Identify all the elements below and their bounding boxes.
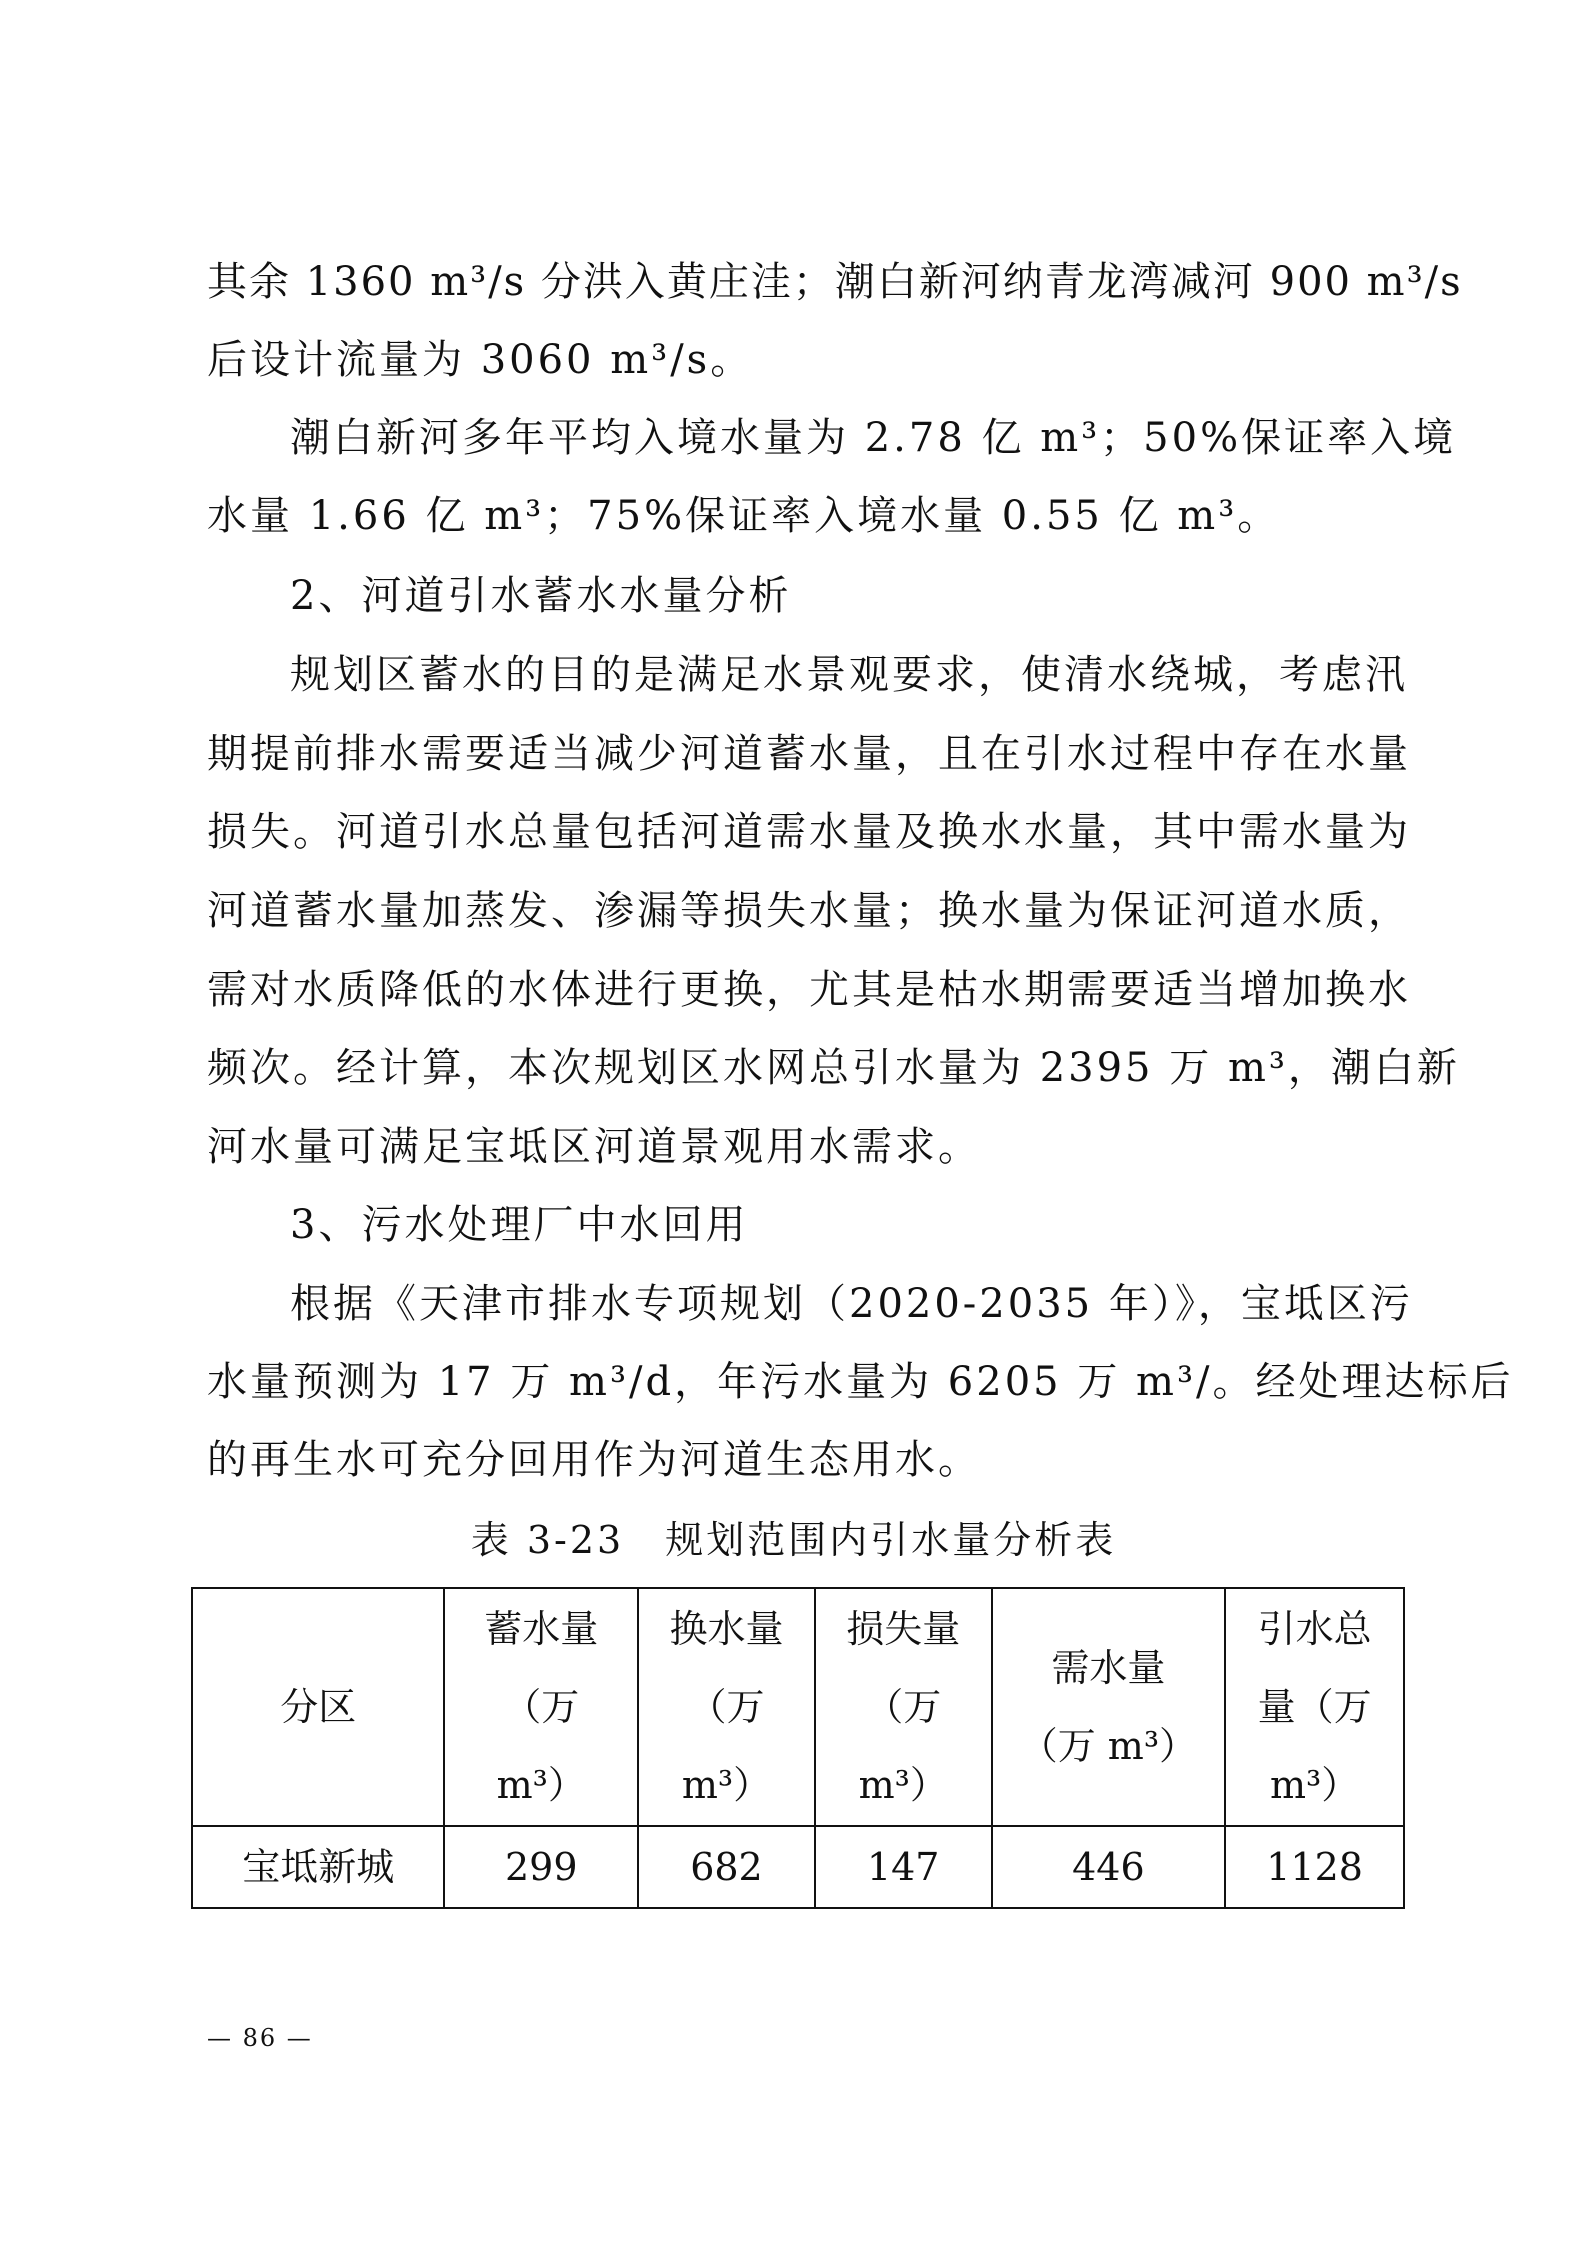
section-heading: 2、河道引水蓄水水量分析: [290, 573, 792, 619]
cell-storage: 299: [444, 1826, 638, 1908]
cell-district: 宝坻新城: [192, 1826, 444, 1908]
header-cell-district: 分区: [192, 1588, 444, 1826]
paragraph-line: 河道蓄水量加蒸发、渗漏等损失水量；换水量为保证河道水质，: [207, 888, 1411, 934]
header-cell-storage: 蓄水量（万 m³）: [444, 1588, 638, 1826]
cell-demand: 446: [992, 1826, 1226, 1908]
cell-total: 1128: [1225, 1826, 1404, 1908]
paragraph-line: 水量预测为 17 万 m³/d，年污水量为 6205 万 m³/。经处理达标后: [207, 1359, 1514, 1405]
paragraph-line: 潮白新河多年平均入境水量为 2.78 亿 m³；50%保证率入境: [290, 415, 1457, 461]
paragraph-line: 水量 1.66 亿 m³；75%保证率入境水量 0.55 亿 m³。: [207, 493, 1281, 539]
header-cell-total: 引水总量（万 m³）: [1225, 1588, 1404, 1826]
paragraph-line: 根据《天津市排水专项规划（2020-2035 年）》，宝坻区污: [290, 1281, 1413, 1327]
paragraph-line: 其余 1360 m³/s 分洪入黄庄洼；潮白新河纳青龙湾减河 900 m³/s: [207, 259, 1463, 305]
paragraph-line: 损失。河道引水总量包括河道需水量及换水水量，其中需水量为: [207, 809, 1411, 855]
paragraph-line: 频次。经计算，本次规划区水网总引水量为 2395 万 m³，潮白新: [207, 1045, 1460, 1091]
paragraph-line: 期提前排水需要适当减少河道蓄水量，且在引水过程中存在水量: [207, 731, 1411, 777]
cell-loss: 147: [815, 1826, 992, 1908]
section-heading: 3、污水处理厂中水回用: [290, 1202, 749, 1248]
paragraph-line: 规划区蓄水的目的是满足水景观要求，使清水绕城，考虑汛: [290, 652, 1408, 698]
water-diversion-table: [191, 1587, 1405, 1909]
page-number: — 86 —: [207, 2024, 313, 2052]
paragraph-line: 需对水质降低的水体进行更换，尤其是枯水期需要适当增加换水: [207, 967, 1411, 1013]
header-cell-demand: 需水量（万 m³）: [992, 1588, 1226, 1826]
paragraph-line: 的再生水可充分回用作为河道生态用水。: [207, 1437, 981, 1483]
table-header-row: [192, 1588, 1404, 1826]
paragraph-line: 后设计流量为 3060 m³/s。: [207, 337, 754, 383]
header-cell-loss: 损失量（万 m³）: [815, 1588, 992, 1826]
cell-exchange: 682: [638, 1826, 815, 1908]
table-row: [192, 1826, 1404, 1908]
table-caption: 表 3-23 规划范围内引水量分析表: [470, 1518, 1117, 1562]
paragraph-line: 河水量可满足宝坻区河道景观用水需求。: [207, 1124, 981, 1170]
header-cell-exchange: 换水量（万 m³）: [638, 1588, 815, 1826]
